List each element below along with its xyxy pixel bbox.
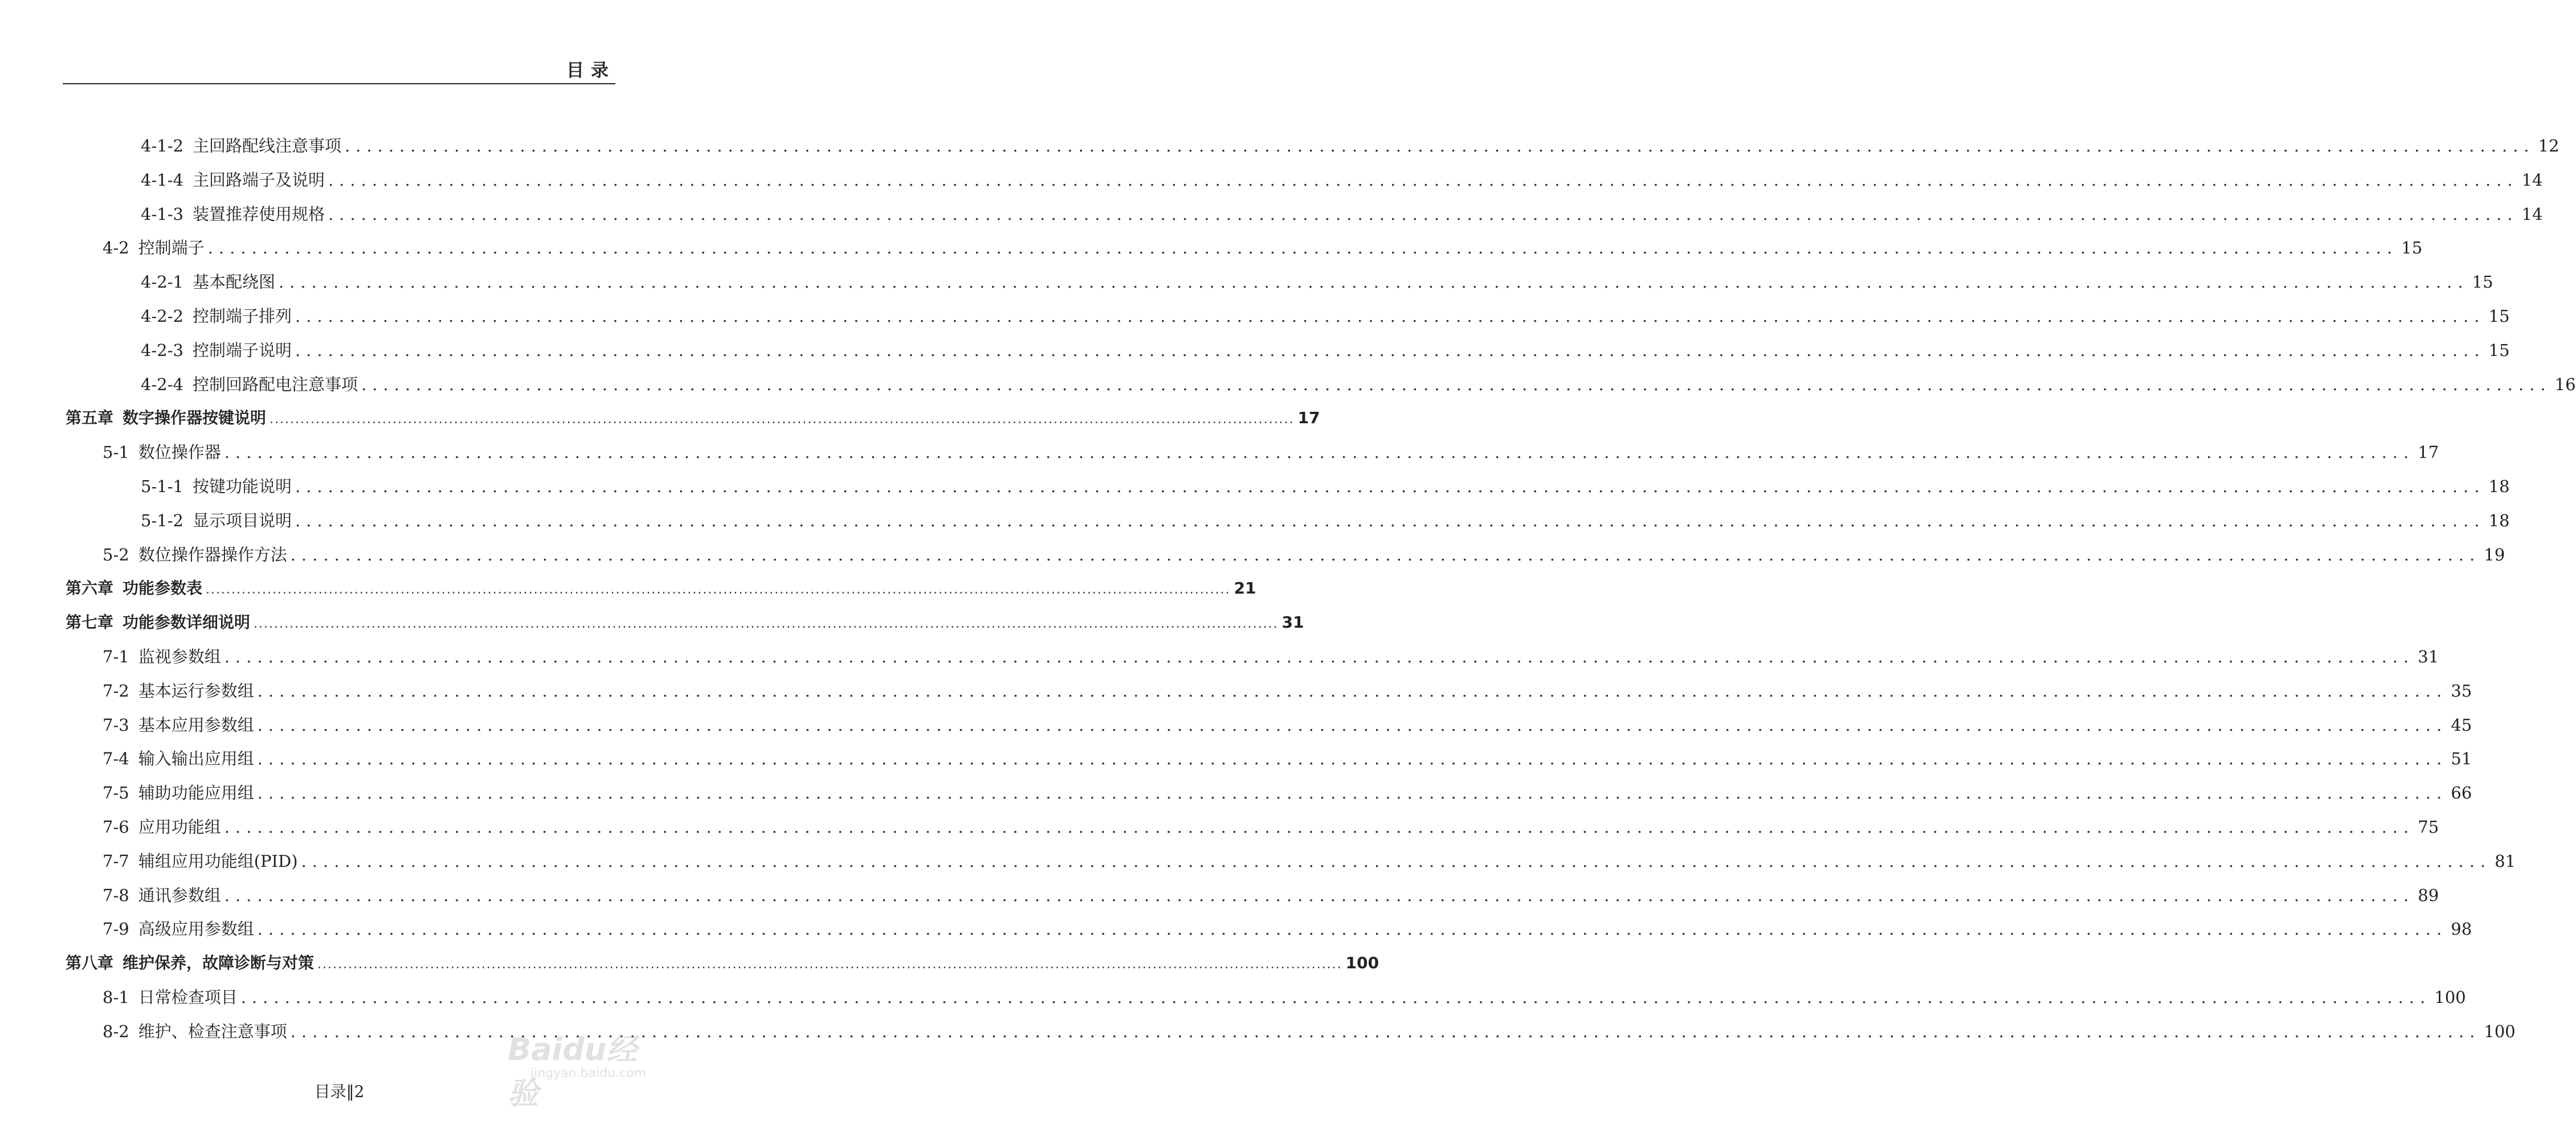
toc-entry[interactable]: [103, 678, 2472, 701]
toc-page-number: 12: [2538, 136, 2559, 155]
page-title: 目录: [566, 60, 615, 81]
toc-entry[interactable]: [141, 508, 2510, 531]
toc-page-number: 21: [1234, 579, 1256, 598]
toc-page-number: 14: [2521, 204, 2543, 224]
toc-entry[interactable]: [141, 474, 2510, 497]
page-header: [63, 56, 615, 84]
toc-number: 8-2: [103, 1021, 129, 1041]
toc-leader-dots: ........................................................................................................................................................................................................: [278, 272, 2469, 292]
toc-leader-dots: ........................................................................................................................................................................................................: [224, 647, 2415, 666]
toc-number: 5-1-1: [141, 477, 183, 496]
toc-title: 辅助功能应用组: [138, 783, 254, 803]
toc-page-number: 100: [2484, 1021, 2516, 1041]
toc-number: 7-2: [103, 681, 129, 701]
toc-leader-dots: ........................................................................................................................................................................................................: [224, 443, 2415, 462]
toc-entry[interactable]: [103, 235, 2423, 258]
toc-title: 控制回路配电注意事项: [192, 374, 358, 394]
toc-leader-dots: ........................................................................................................................................................................................................: [317, 957, 1342, 972]
toc-entry[interactable]: [103, 644, 2439, 667]
toc-page-number: 89: [2418, 885, 2439, 905]
toc-title: 基本运行参数组: [138, 681, 254, 701]
toc-page-number: 15: [2401, 238, 2423, 258]
toc-leader-dots: ........................................................................................................................................................................................................: [240, 988, 2431, 1007]
toc-number: 第六章: [66, 579, 114, 598]
toc-leader-dots: ........................................................................................................................................................................................................: [206, 583, 1231, 597]
toc-title: 监视参数组: [138, 647, 221, 666]
toc-title: 控制端子说明: [192, 340, 292, 360]
toc-entry[interactable]: [103, 780, 2472, 803]
toc-page-number: 98: [2451, 919, 2472, 939]
toc-leader-dots: ........................................................................................................................................................................................................: [328, 170, 2518, 190]
toc-number: 4-1-3: [141, 204, 183, 224]
toc-title: 显示项目说明: [192, 510, 292, 530]
toc-title: 维护保养，故障诊断与对策: [123, 953, 315, 973]
toc-page-number: 17: [1297, 408, 1320, 428]
toc-number: 第五章: [66, 408, 114, 428]
toc-leader-dots: ........................................................................................................................................................................................................: [344, 136, 2535, 155]
toc-title: 高级应用参数组: [138, 919, 254, 939]
toc-leader-dots: ........................................................................................................................................................................................................: [207, 238, 2398, 258]
toc-leader-dots: ........................................................................................................................................................................................................: [257, 919, 2448, 939]
toc-leader-dots: ........................................................................................................................................................................................................: [361, 374, 2551, 394]
toc-page-number: 100: [2434, 988, 2466, 1007]
toc-page-number: 15: [2488, 340, 2510, 360]
toc-title: 基本应用参数组: [138, 715, 254, 735]
toc-page-number: 51: [2451, 749, 2472, 769]
toc-title: 数位操作器: [138, 443, 221, 462]
toc-title: 按键功能说明: [192, 477, 292, 496]
toc-chapter-entry[interactable]: [66, 406, 1320, 428]
toc-leader-dots: ........................................................................................................................................................................................................: [290, 544, 2481, 564]
toc-number: 7-8: [103, 885, 129, 905]
toc-page-number: 18: [2488, 510, 2510, 530]
toc-page-number: 75: [2418, 817, 2439, 837]
toc-number: 4-2-2: [141, 306, 183, 326]
toc-number: 4-2: [103, 238, 129, 258]
toc-title: 数字操作器按键说明: [123, 408, 267, 428]
toc-page-number: 14: [2521, 170, 2543, 190]
toc-page-number: 100: [1345, 953, 1379, 973]
toc-number: 7-6: [103, 817, 129, 837]
toc-entry[interactable]: [103, 440, 2439, 462]
toc-number: 7-1: [103, 647, 129, 666]
toc-number: 4-1-2: [141, 136, 183, 155]
watermark-logo: Baidu经验: [508, 1031, 638, 1111]
toc-page-number: 31: [1281, 613, 1304, 632]
toc-entry[interactable]: [103, 916, 2472, 939]
toc-leader-dots: ........................................................................................................................................................................................................: [290, 1021, 2481, 1041]
toc-leader-dots: ........................................................................................................................................................................................................: [270, 412, 1295, 427]
toc-title: 数位操作器操作方法: [138, 544, 287, 564]
page-footer: 目录‖2: [314, 1082, 365, 1101]
toc-title: 装置推荐使用规格: [192, 204, 325, 224]
toc-leader-dots: ........................................................................................................................................................................................................: [295, 340, 2485, 360]
toc-page-number: 17: [2418, 443, 2439, 462]
toc-page-number: 15: [2488, 306, 2510, 326]
toc-leader-dots: ........................................................................................................................................................................................................: [295, 510, 2485, 530]
toc-number: 5-2: [103, 544, 129, 564]
toc-number: 7-5: [103, 783, 129, 803]
toc-page-number: 18: [2488, 477, 2510, 496]
toc-entry[interactable]: [103, 985, 2466, 1008]
baidu-watermark: [508, 1025, 656, 1111]
toc-title: 功能参数详细说明: [123, 613, 251, 632]
toc-leader-dots: ........................................................................................................................................................................................................: [257, 783, 2448, 803]
toc-leader-dots: ........................................................................................................................................................................................................: [295, 306, 2485, 326]
toc-entry[interactable]: [141, 167, 2543, 190]
toc-leader-dots: ........................................................................................................................................................................................................: [257, 749, 2448, 769]
toc-leader-dots: ........................................................................................................................................................................................................: [224, 885, 2415, 905]
toc-title: 维护、检查注意事项: [138, 1021, 287, 1041]
toc-title: 输入输出应用组: [138, 749, 254, 769]
toc-entry[interactable]: [141, 269, 2493, 292]
toc-entry[interactable]: [141, 133, 2559, 156]
toc-entry[interactable]: [141, 202, 2543, 224]
toc-entry[interactable]: [103, 883, 2439, 906]
toc-title: 控制端子: [138, 238, 205, 258]
toc-entry[interactable]: [103, 713, 2472, 735]
toc-number: 第七章: [66, 613, 114, 632]
toc-number: 第八章: [66, 953, 114, 973]
toc-leader-dots: ........................................................................................................................................................................................................: [301, 851, 2492, 871]
toc-title: 主回路端子及说明: [192, 170, 325, 190]
toc-number: 7-4: [103, 749, 129, 769]
toc-title: 应用功能组: [138, 817, 221, 837]
toc-number: 5-1: [103, 443, 129, 462]
toc-title: 通讯参数组: [138, 885, 221, 905]
toc-chapter-entry[interactable]: [66, 610, 1304, 633]
toc-title: 控制端子排列: [192, 306, 292, 326]
toc-entry[interactable]: [141, 338, 2510, 361]
toc-title: 主回路配线注意事项: [192, 136, 341, 155]
toc-page-number: 66: [2451, 783, 2472, 803]
toc-page-number: 45: [2451, 715, 2472, 735]
toc-number: 5-1-2: [141, 510, 183, 530]
toc-entry[interactable]: [141, 372, 2576, 395]
toc-number: 4-2-4: [141, 374, 183, 394]
toc-number: 8-1: [103, 988, 129, 1007]
toc-number: 7-3: [103, 715, 129, 735]
toc-number: 7-9: [103, 919, 129, 939]
toc-entry[interactable]: [103, 746, 2472, 769]
toc-number: 4-2-1: [141, 272, 183, 292]
toc-chapter-entry[interactable]: [66, 951, 1379, 973]
toc-title: 功能参数表: [123, 579, 203, 598]
toc-page-number: 31: [2418, 647, 2439, 666]
toc-title: 日常检查项目: [138, 988, 238, 1007]
toc-chapter-entry[interactable]: [66, 576, 1256, 599]
toc-leader-dots: ........................................................................................................................................................................................................: [224, 817, 2415, 837]
toc-leader-dots: ........................................................................................................................................................................................................: [328, 204, 2518, 224]
toc-entry[interactable]: [103, 814, 2439, 837]
toc-entry[interactable]: [103, 849, 2516, 871]
toc-leader-dots: ........................................................................................................................................................................................................: [295, 477, 2485, 496]
toc-leader-dots: ........................................................................................................................................................................................................: [257, 681, 2448, 701]
toc-page-number: 19: [2484, 544, 2505, 564]
toc-leader-dots: ........................................................................................................................................................................................................: [257, 715, 2448, 735]
toc-page-number: 15: [2472, 272, 2493, 292]
toc-title: 基本配绕图: [192, 272, 275, 292]
toc-number: 7-7: [103, 851, 129, 871]
toc-title: 辅组应用功能组(PID): [138, 851, 298, 871]
toc-entry[interactable]: [141, 304, 2510, 326]
toc-leader-dots: ........................................................................................................................................................................................................: [254, 617, 1279, 632]
toc-number: 4-1-4: [141, 170, 183, 190]
toc-entry[interactable]: [103, 542, 2505, 565]
toc-page-number: 16: [2554, 374, 2576, 394]
toc-page-number: 81: [2495, 851, 2516, 871]
watermark-url: jingyan.baidu.com: [530, 1066, 647, 1080]
toc-number: 4-2-3: [141, 340, 183, 360]
toc-page-number: 35: [2451, 681, 2472, 701]
